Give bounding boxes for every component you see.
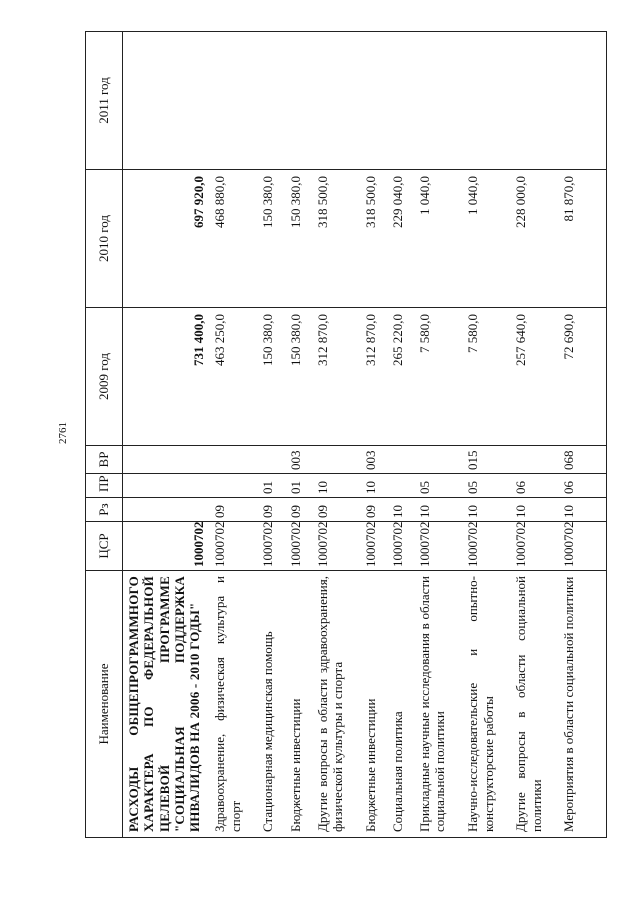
row-vr [209, 446, 257, 474]
header-name: Наименование [86, 571, 123, 838]
row-rz: 10 [387, 498, 414, 522]
row-2009: 7 580,0 [414, 308, 462, 446]
row-csr: 1000702 [257, 522, 284, 571]
table-row [123, 32, 210, 838]
row-pr: 10 [312, 474, 360, 498]
row-rz: 10 [510, 498, 558, 522]
row-pr: 06 [510, 474, 558, 498]
table-rotation-frame [85, 32, 640, 832]
row-2011 [257, 32, 284, 170]
header-csr: ЦСР [86, 522, 123, 571]
row-2010: 1 040,0 [462, 170, 510, 308]
table-row [558, 32, 606, 838]
row-2010: 150 380,0 [285, 170, 312, 308]
row-2010: 150 380,0 [257, 170, 284, 308]
row-2010: 468 880,0 [209, 170, 257, 308]
row-vr [414, 446, 462, 474]
row-name: Социальная политика [387, 571, 414, 838]
row-pr [209, 474, 257, 498]
header-2009: 2009 год [86, 308, 123, 446]
row-name: Здравоохранение, физическая культура и спорт [209, 571, 257, 838]
table-row [312, 32, 360, 838]
row-vr [123, 446, 210, 474]
row-2010: 318 500,0 [312, 170, 360, 308]
row-name: Другие вопросы в области социальной политики [510, 571, 558, 838]
table-row [387, 32, 414, 838]
row-2009: 463 250,0 [209, 308, 257, 446]
header-2011: 2011 год [86, 32, 123, 170]
row-csr: 1000702 [360, 522, 387, 571]
table-row [360, 32, 387, 838]
row-rz: 09 [285, 498, 312, 522]
row-csr: 1000702 [414, 522, 462, 571]
row-2010: 228 000,0 [510, 170, 558, 308]
row-rz: 10 [414, 498, 462, 522]
row-2011 [123, 32, 210, 170]
row-2009: 7 580,0 [462, 308, 510, 446]
row-name: Бюджетные инвестиции [360, 571, 387, 838]
row-vr: 003 [285, 446, 312, 474]
row-name: Научно-исследовательские и опытно-конструкторские работы [462, 571, 510, 838]
row-vr [387, 446, 414, 474]
row-pr [123, 474, 210, 498]
row-2011 [387, 32, 414, 170]
row-2011 [414, 32, 462, 170]
row-2011 [510, 32, 558, 170]
table-row [257, 32, 284, 838]
row-2011 [360, 32, 387, 170]
table-body [123, 32, 607, 838]
row-name: Прикладные научные исследования в области социальной политики [414, 571, 462, 838]
row-name: Мероприятия в области социальной политики [558, 571, 606, 838]
row-rz: 10 [558, 498, 606, 522]
row-2009: 265 220,0 [387, 308, 414, 446]
row-name: Другие вопросы в области здравоохранения, физической культуры и спорта [312, 571, 360, 838]
row-2011 [285, 32, 312, 170]
row-2009: 150 380,0 [285, 308, 312, 446]
row-2010: 697 920,0 [123, 170, 210, 308]
row-2010: 229 040,0 [387, 170, 414, 308]
row-2009: 150 380,0 [257, 308, 284, 446]
row-csr: 1000702 [285, 522, 312, 571]
table-row [209, 32, 257, 838]
row-csr: 1000702 [558, 522, 606, 571]
row-csr: 1000702 [209, 522, 257, 571]
row-rz: 09 [257, 498, 284, 522]
row-2011 [462, 32, 510, 170]
table-row [414, 32, 462, 838]
budget-table [85, 31, 607, 838]
row-pr [387, 474, 414, 498]
page-number: 2761 [57, 422, 69, 444]
table-header [86, 32, 123, 838]
row-rz: 10 [462, 498, 510, 522]
row-vr [510, 446, 558, 474]
row-vr [312, 446, 360, 474]
row-name: Бюджетные инвестиции [285, 571, 312, 838]
row-pr: 05 [414, 474, 462, 498]
row-name: РАСХОДЫ ОБЩЕПРОГРАММНОГО ХАРАКТЕРА ПО ФЕДЕРАЛЬНОЙ ЦЕЛЕВОЙ ПРОГРАММЕ "СОЦИАЛЬНАЯ ПОДДЕРЖКА ИНВАЛИДОВ НА 2006 - 2010 ГОДЫ" [123, 571, 210, 838]
header-pr: ПР [86, 474, 123, 498]
row-pr: 01 [285, 474, 312, 498]
table-row [510, 32, 558, 838]
row-vr: 015 [462, 446, 510, 474]
row-rz: 09 [312, 498, 360, 522]
row-csr: 1000702 [462, 522, 510, 571]
header-2010: 2010 год [86, 170, 123, 308]
table-row [285, 32, 312, 838]
row-rz: 09 [209, 498, 257, 522]
row-pr: 01 [257, 474, 284, 498]
row-2011 [558, 32, 606, 170]
row-csr: 1000702 [510, 522, 558, 571]
row-2011 [312, 32, 360, 170]
row-pr: 06 [558, 474, 606, 498]
row-2010: 1 040,0 [414, 170, 462, 308]
table-row [462, 32, 510, 838]
row-2011 [209, 32, 257, 170]
row-2010: 81 870,0 [558, 170, 606, 308]
row-csr: 1000702 [312, 522, 360, 571]
row-2009: 72 690,0 [558, 308, 606, 446]
row-pr: 05 [462, 474, 510, 498]
row-2010: 318 500,0 [360, 170, 387, 308]
row-2009: 257 640,0 [510, 308, 558, 446]
row-vr [257, 446, 284, 474]
row-2009: 312 870,0 [360, 308, 387, 446]
header-rz: Рз [86, 498, 123, 522]
row-name: Стационарная медицинская помощь [257, 571, 284, 838]
row-vr: 068 [558, 446, 606, 474]
row-2009: 312 870,0 [312, 308, 360, 446]
row-csr: 1000702 [123, 522, 210, 571]
row-csr: 1000702 [387, 522, 414, 571]
header-vr: ВР [86, 446, 123, 474]
row-rz [123, 498, 210, 522]
row-pr: 10 [360, 474, 387, 498]
row-rz: 09 [360, 498, 387, 522]
row-vr: 003 [360, 446, 387, 474]
row-2009: 731 400,0 [123, 308, 210, 446]
